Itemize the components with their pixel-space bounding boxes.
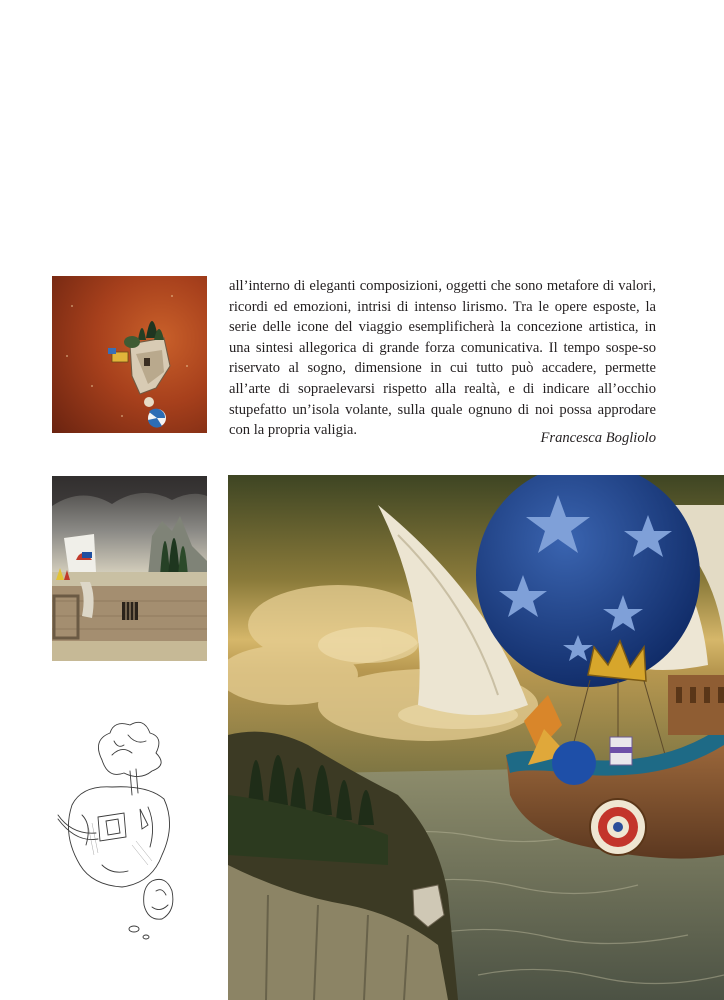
wall-landscape-painting-icon [52,476,207,661]
island-pencil-sketch [52,715,192,945]
author-signature: Francesca Bogliolo [540,430,656,446]
essay-paragraph [229,276,656,441]
island-pencil-sketch-icon [52,715,192,945]
flying-ship-balloon-painting [228,475,724,1000]
essay-text: all’interno di eleganti composizioni, oggetti che sono metafore di valori, ricordi ed emozioni, intrisi di intenso lirismo. Tra le opere esposte, la serie delle icone del viaggio esemplificherà la concezione artistica, in una sintesi allegorica di grande forza comunicativa. Il tempo sospe-so riservato al sogno, dimensione in cui tutto può accadere, permette all’arte di sopraelevarsi rispetto alla realtà, e di indicare all’occhio stupefatto un’isola volante, sulla quale ognuno di noi possa approdare con la propria valigia. [229,278,656,439]
floating-island-painting-icon [52,276,207,433]
flying-ship-balloon-painting-icon [228,475,724,1000]
wall-landscape-painting [52,476,207,661]
floating-island-painting [52,276,207,433]
